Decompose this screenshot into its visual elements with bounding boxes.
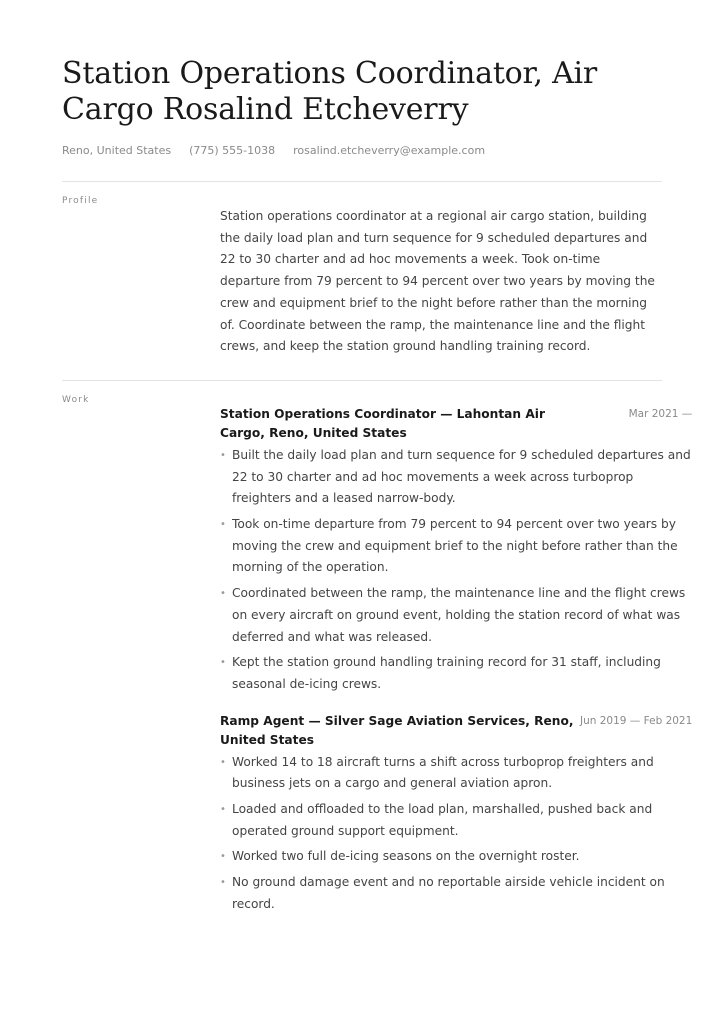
bullet-text: Loaded and offloaded to the load plan, marshalled, pushed back and operated ground support equipment.: [232, 802, 653, 838]
profile-summary: Station operations coordinator at a regional air cargo station, building the daily load plan and turn sequence for 9 scheduled departures and 22 to 30 charter and ad hoc movements a week. Took on-time departure from 79 percent to 94 percent over two years by moving the crew and equipment brief to the night before rather than the morning of. Coordinate between the ramp, the maintenance line and the flight crews, and keep the station ground handling training record.: [220, 209, 655, 354]
bullet-dot-icon: •: [220, 657, 226, 669]
job-dates: Jun 2019 — Feb 2021: [580, 714, 693, 727]
bullet-dot-icon: •: [220, 851, 226, 863]
job-header: [220, 712, 692, 750]
job-title: Station Operations Coordinator — Lahontan Air Cargo, Reno, United States: [220, 406, 545, 440]
job-bullets: [220, 445, 692, 696]
profile-section-body: [220, 196, 662, 358]
job-bullet: [220, 846, 692, 868]
divider: [62, 380, 662, 381]
bullet-text: Worked two full de-icing seasons on the overnight roster.: [232, 849, 580, 864]
bullet-text: Worked 14 to 18 aircraft turns a shift across turboprop freighters and business jets on a cargo and general aviation apron.: [232, 754, 654, 791]
profile-section-label: Profile: [62, 196, 99, 206]
resume-page: [62, 56, 693, 932]
job-bullet: [220, 872, 692, 915]
job-bullet: [220, 799, 692, 842]
bullet-text: Built the daily load plan and turn sequence for 9 scheduled departures and 22 to 30 charter and ad hoc movements a week across turboprop freighters and a leased narrow-body.: [232, 447, 691, 506]
bullet-dot-icon: •: [220, 519, 226, 531]
job-bullet: [220, 514, 692, 579]
job-entry: [220, 712, 692, 916]
contact-email: rosalind.etcheverry@example.com: [293, 144, 486, 157]
job-bullet: [220, 652, 692, 695]
bullet-dot-icon: •: [220, 588, 226, 600]
bullet-text: No ground damage event and no reportable airside vehicle incident on record.: [232, 875, 665, 911]
bullet-dot-icon: •: [220, 804, 226, 816]
bullet-dot-icon: •: [220, 756, 226, 768]
bullet-text: Coordinated between the ramp, the maintenance line and the flight crews on every aircraft on ground event, holding the station record of what was deferred and what was released.: [232, 586, 686, 644]
job-bullet: [220, 583, 692, 648]
bullet-dot-icon: •: [220, 877, 226, 889]
resume-name-title: Station Operations Coordinator, Air Cargo Rosalind Etcheverry: [62, 56, 598, 127]
bullet-text: Kept the station ground handling training record for 31 staff, including seasonal de-icing crews.: [232, 655, 661, 691]
work-section: [62, 394, 693, 932]
job-title: Ramp Agent — Silver Sage Aviation Services, Reno, United States: [220, 713, 574, 747]
job-header: [220, 405, 692, 443]
contact-phone: (775) 555-1038: [189, 144, 276, 157]
profile-section: [62, 196, 662, 358]
job-bullet: [220, 752, 692, 795]
job-bullet: [220, 445, 692, 510]
work-section-body: [220, 395, 692, 932]
contact-location: Reno, United States: [62, 144, 172, 157]
job-dates: Mar 2021 —: [628, 407, 693, 420]
bullet-text: Took on-time departure from 79 percent to 94 percent over two years by moving the crew and equipment brief to the night before rather than the morning of the operation.: [232, 517, 678, 575]
contact-line: [62, 144, 662, 157]
divider: [62, 181, 662, 182]
work-section-label: Work: [62, 394, 90, 405]
job-entry: [220, 405, 692, 696]
job-bullets: [220, 752, 692, 916]
bullet-dot-icon: •: [220, 449, 226, 461]
